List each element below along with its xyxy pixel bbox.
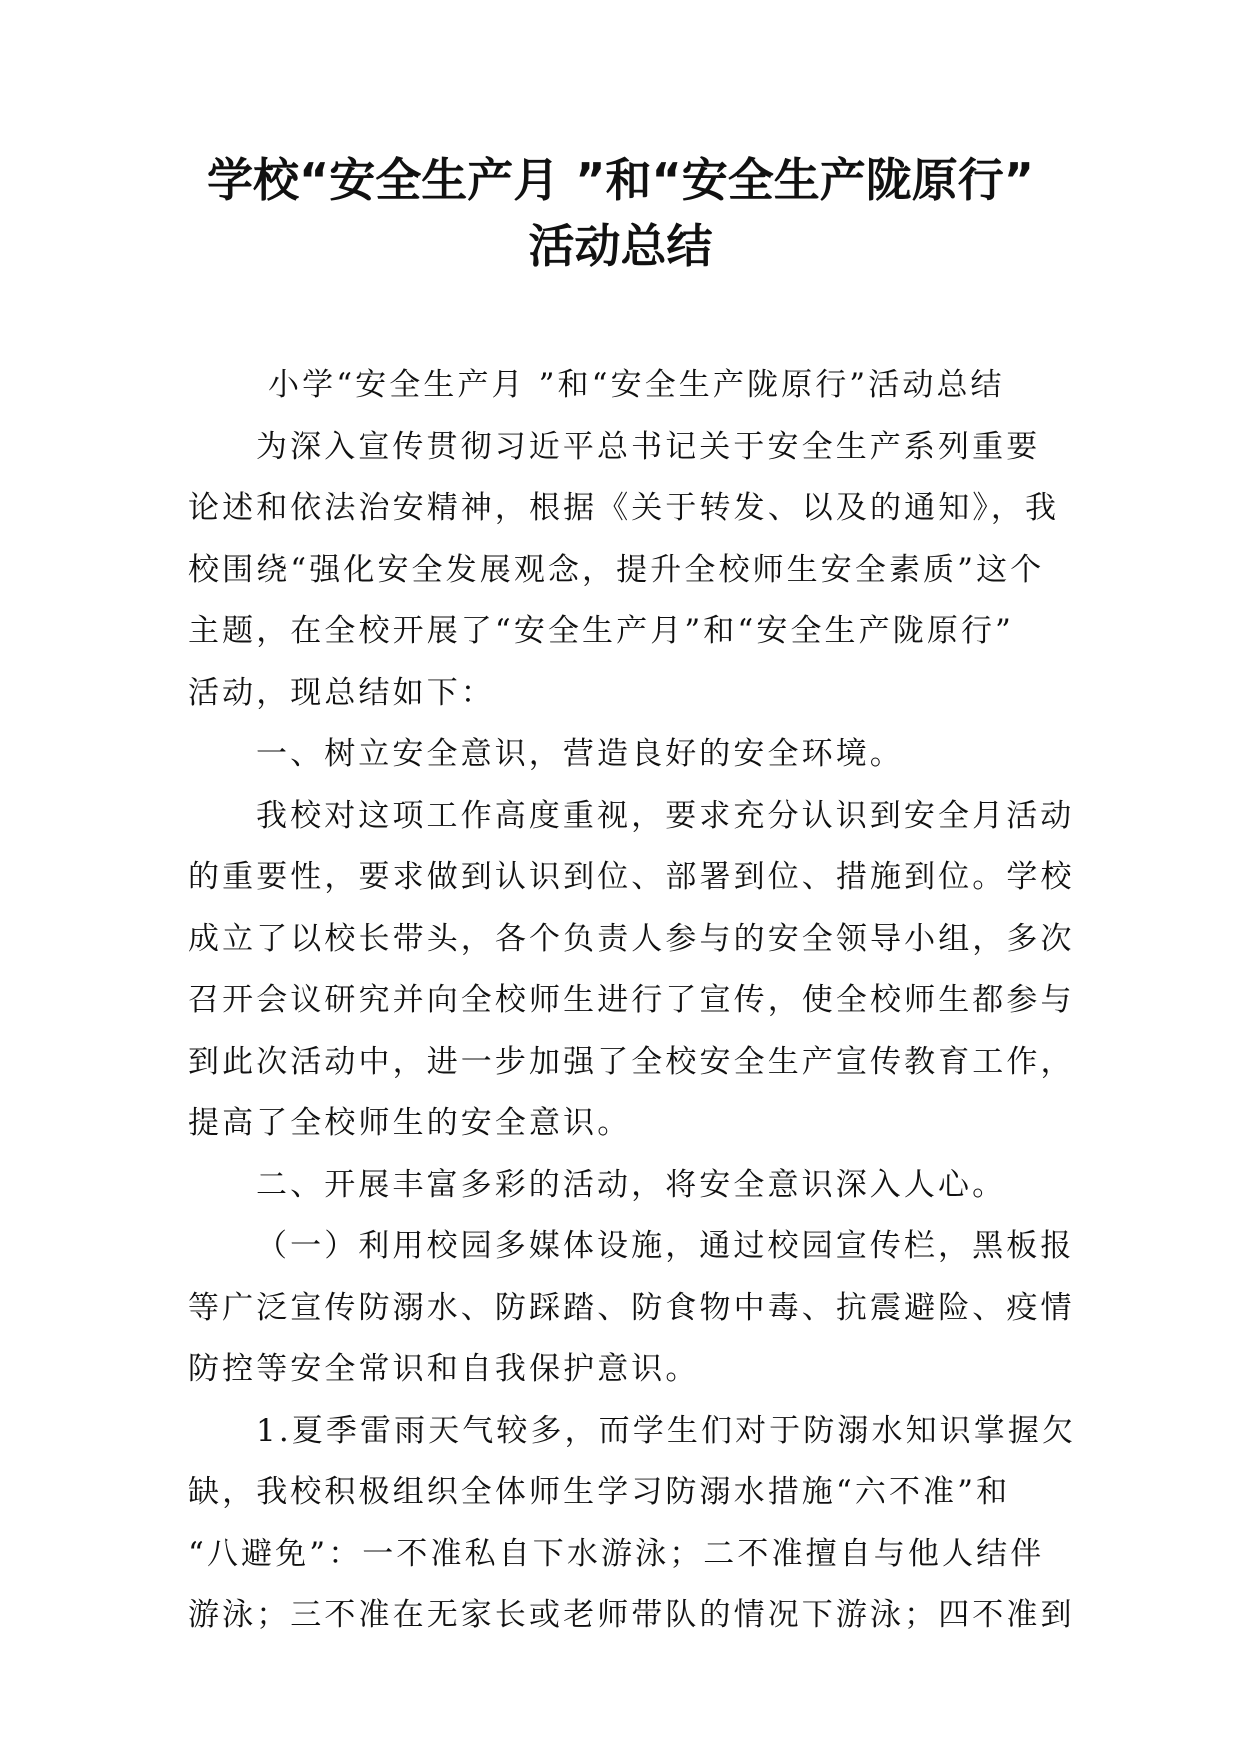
body-line: 缺，我校积极组织全体师生学习防溺水措施“六不准”和 [188,1474,1011,1510]
section-heading: 一、树立安全意识，营造良好的安全环境。 [256,736,904,772]
body-line: 活动，现总结如下： [188,674,495,711]
subsection-line: （一）利用校园多媒体设施，通过校园宣传栏，黑板报 [256,1228,1075,1264]
body-line: 游泳；三不准在无家长或老师带队的情况下游泳；四不准到 [188,1597,1075,1633]
body-line: 论述和依法治安精神，根据《关于转发、以及的通知》，我 [188,490,1060,526]
body-line: 到此次活动中，进一步加强了全校安全生产宣传教育工作， [188,1043,1075,1080]
list-item-line: 1.夏季雷雨天气较多，而学生们对于防溺水知识掌握欠 [256,1412,1077,1449]
body-line: 等广泛宣传防溺水、防踩踏、防食物中毒、抗震避险、疫情 [188,1289,1075,1326]
body-line: 召开会议研究并向全校师生进行了宣传，使全校师生都参与 [188,982,1075,1018]
body-line: 提高了全校师生的安全意识。 [188,1105,632,1141]
body-line: 主题，在全校开展了“安全生产月”和“安全生产陇原行” [188,613,1014,649]
body-line: 我校对这项工作高度重视，要求充分认识到安全月活动 [256,797,1075,834]
body-line: 小学“安全生产月 ”和“安全生产陇原行”活动总结 [268,367,1005,403]
document-title-line-1: 学校“安全生产月 ”和“安全生产陇原行” [207,153,1034,207]
body-line: 校围绕“强化安全发展观念，提升全校师生安全素质”这个 [188,551,1045,588]
body-line: 为深入宣传贯彻习近平总书记关于安全生产系列重要 [256,428,1041,465]
body-line: 的重要性，要求做到认识到位、部署到位、措施到位。学校 [188,859,1075,895]
document-title-line-2: 活动总结 [528,219,713,273]
document-body [188,355,1077,1647]
body-line: “八避免”：一不准私自下水游泳；二不准擅自与他人结伴 [188,1535,1045,1572]
section-heading: 二、开展丰富多彩的活动，将安全意识深入人心。 [256,1166,1007,1203]
body-line: 成立了以校长带头，各个负责人参与的安全领导小组，多次 [188,920,1075,957]
body-line: 防控等安全常识和自我保护意识。 [188,1351,700,1387]
